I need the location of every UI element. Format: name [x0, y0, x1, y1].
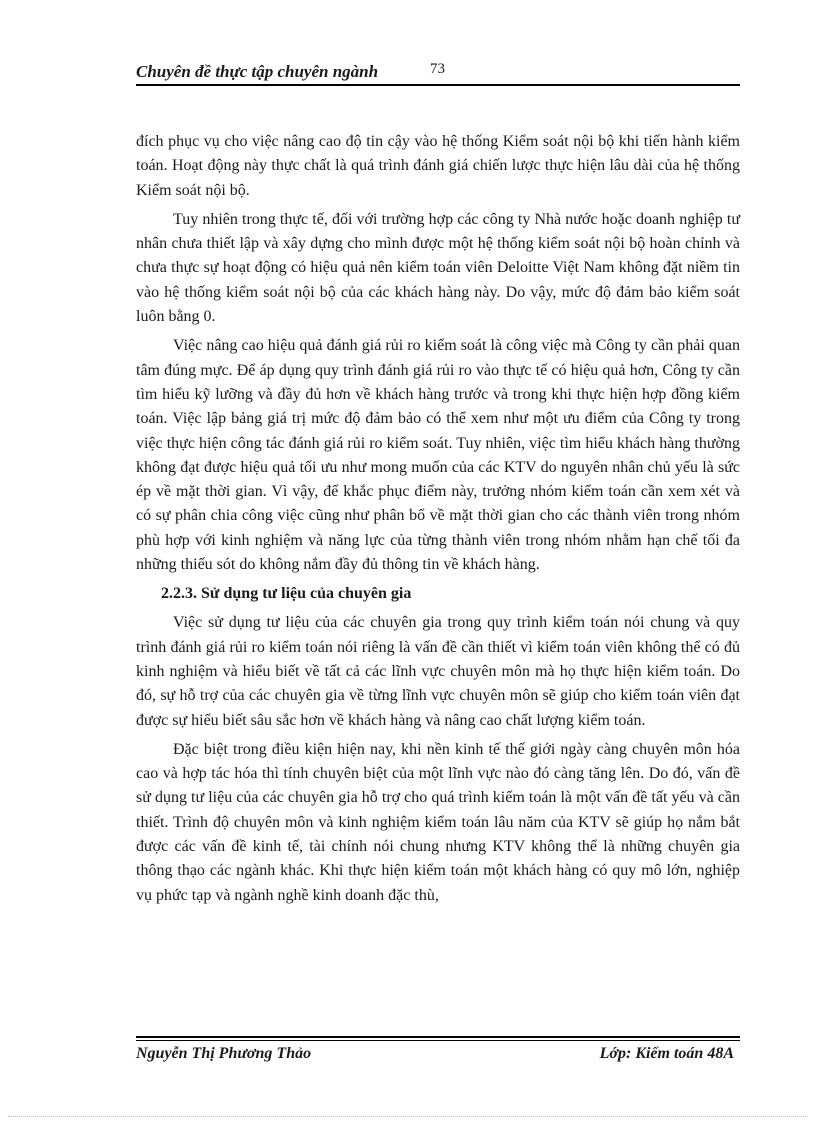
page-bottom-edge	[8, 1116, 808, 1117]
header-divider	[136, 84, 740, 86]
footer-divider-thick	[136, 1036, 740, 1038]
section-heading: 2.2.3. Sử dụng tư liệu của chuyên gia	[161, 585, 412, 603]
paragraph-1: đích phục vụ cho việc nâng cao độ tin cậy vào hệ thống Kiểm soát nội bộ khi tiến hành kiểm toán. Hoạt động này thực chất là quá trình đánh giá chiến lược thực hiện lâu dài của hệ thống Kiểm soát nội bộ.	[136, 133, 740, 199]
footer-author: Nguyễn Thị Phương Thảo	[136, 1045, 312, 1062]
section-paragraph-1: Việc sử dụng tư liệu của các chuyên gia trong quy trình kiểm toán nói chung và quy trình đánh giá rủi ro kiểm toán nói riêng là vấn đề cần thiết vì kiểm toán viên không thể có đủ kinh nghiệm và hiểu biết về tất cả các lĩnh vực chuyên môn mà họ thực hiện kiểm toán. Do đó, sự hỗ trợ của các chuyên gia về từng lĩnh vực chuyên môn sẽ giúp cho kiểm toán viên đạt được sự hiểu biết sâu sắc hơn về khách hàng và nâng cao chất lượng kiểm toán.	[136, 614, 740, 729]
footer-class: Lớp: Kiểm toán 48A	[599, 1045, 734, 1062]
document-body	[136, 130, 740, 913]
page-header	[136, 58, 740, 86]
header-title: Chuyên đề thực tập chuyên ngành	[136, 62, 379, 81]
section-paragraph-2: Đặc biệt trong điều kiện hiện nay, khi nền kinh tế thế giới ngày càng chuyên môn hóa cao và hợp tác hóa thì tính chuyên biệt của một lĩnh vực nào đó càng tăng lên. Do đó, vấn đề sử dụng tư liệu của các chuyên gia hỗ trợ cho quá trình kiểm toán là một vấn đề tất yếu và cần thiết. Trình độ chuyên môn và kinh nghiệm kiểm toán lâu năm của KTV sẽ giúp họ nắm bắt được các vấn đề kinh tế, tài chính nói chung nhưng KTV không thể là những chuyên gia thông thạo các ngành khác. Khi thực hiện kiểm toán một khách hàng có quy mô lớn, nghiệp vụ phức tạp và ngành nghề kinh doanh đặc thù,	[136, 740, 740, 904]
footer-divider-thin	[136, 1040, 740, 1041]
page-number: 73	[430, 61, 445, 77]
paragraph-3: Việc nâng cao hiệu quả đánh giá rủi ro kiểm soát là công việc mà Công ty cần phải quan tâm đúng mực. Để áp dụng quy trình đánh giá rủi ro vào thực tế có hiệu quả hơn, Công ty cần tìm hiểu kỹ lưỡng và đầy đủ hơn về khách hàng trước và trong khi thực hiện hợp đồng kiểm toán. Việc lập bảng giá trị mức độ đảm bảo có thể xem như một ưu điểm của Công ty trong việc thực hiện công tác đánh giá rủi ro kiểm soát. Tuy nhiên, việc tìm hiểu khách hàng thường không đạt được hiệu quả tối ưu như mong muốn của các KTV do nguyên nhân chủ yếu là sức ép về mặt thời gian. Vì vậy, để khắc phục điểm này, trưởng nhóm kiểm toán cần xem xét và có sự phân chia công việc cũng như phân bổ về mặt thời gian cho các thành viên trong nhóm phù hợp với kinh nghiệm và năng lực của từng thành viên trong nhóm nhằm hạn chế tối đa những thiếu sót do không nắm đầy đủ thông tin về khách hàng.	[136, 337, 740, 574]
paragraph-2: Tuy nhiên trong thực tế, đối với trường hợp các công ty Nhà nước hoặc doanh nghiệp tư nhân chưa thiết lập và xây dựng cho mình được một hệ thống kiểm soát nội bộ hoàn chỉnh và chưa thực sự hoạt động có hiệu quả nên kiểm toán viên Deloitte Việt Nam không đặt niềm tin vào hệ thống kiểm soát nội bộ của các khách hàng này. Do vậy, mức độ đảm bảo kiểm soát luôn bằng 0.	[136, 210, 740, 326]
